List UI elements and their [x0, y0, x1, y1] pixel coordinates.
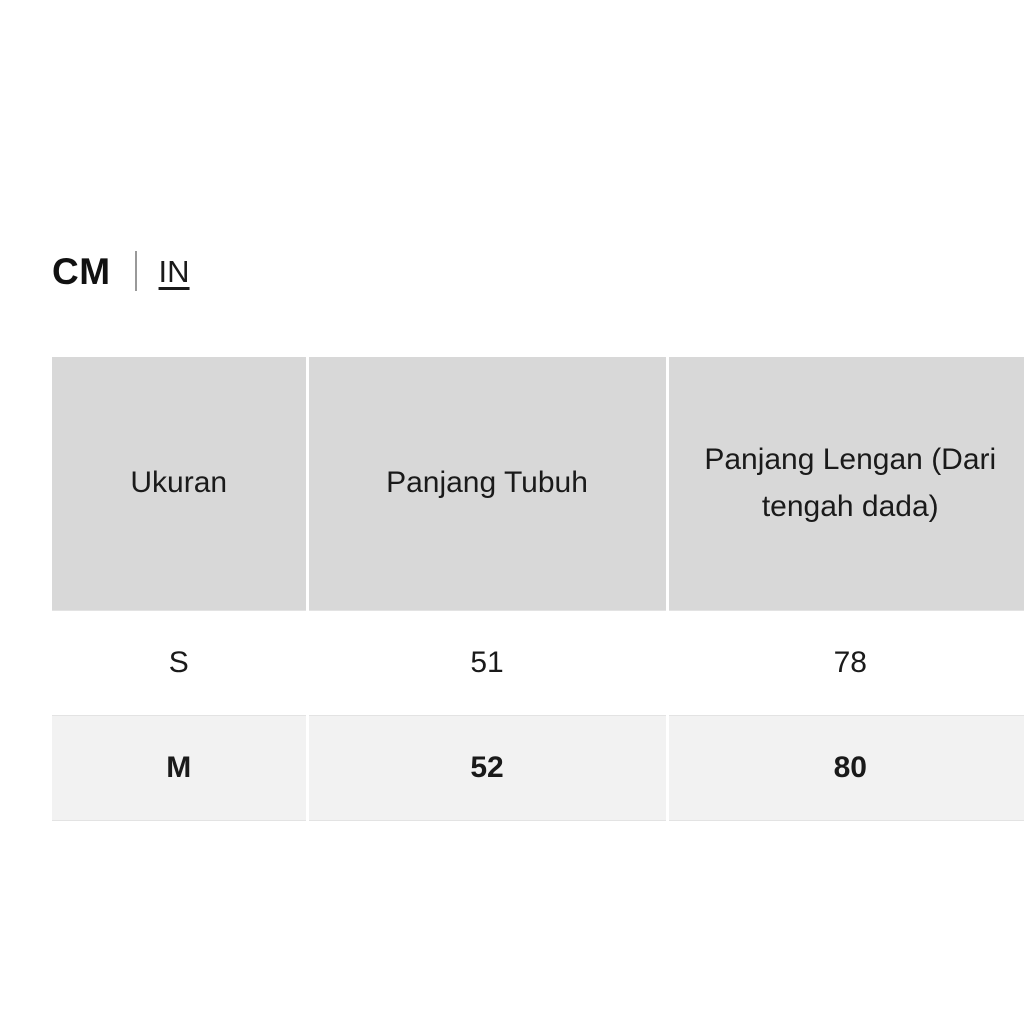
cell-body-length: 52 — [307, 716, 667, 821]
unit-divider — [135, 251, 137, 291]
cell-sleeve-length: 78 — [667, 611, 1024, 716]
column-header-size: Ukuran — [52, 357, 307, 611]
table-row — [52, 716, 1024, 821]
table-row — [52, 611, 1024, 716]
cell-body-length: 51 — [307, 611, 667, 716]
cell-sleeve-length: 80 — [667, 716, 1024, 821]
table-body — [52, 611, 1024, 821]
unit-option-cm[interactable]: CM — [52, 250, 111, 292]
cell-size: S — [52, 611, 307, 716]
table-header — [52, 357, 1024, 611]
unit-option-in[interactable]: IN — [158, 253, 190, 289]
column-header-body-length: Panjang Tubuh — [307, 357, 667, 611]
unit-toggle[interactable] — [52, 243, 190, 299]
cell-size: M — [52, 716, 307, 821]
column-header-sleeve-length: Panjang Lengan (Dari tengah dada) — [667, 357, 1024, 611]
table-header-row — [52, 357, 1024, 611]
size-chart-table — [52, 357, 1024, 821]
